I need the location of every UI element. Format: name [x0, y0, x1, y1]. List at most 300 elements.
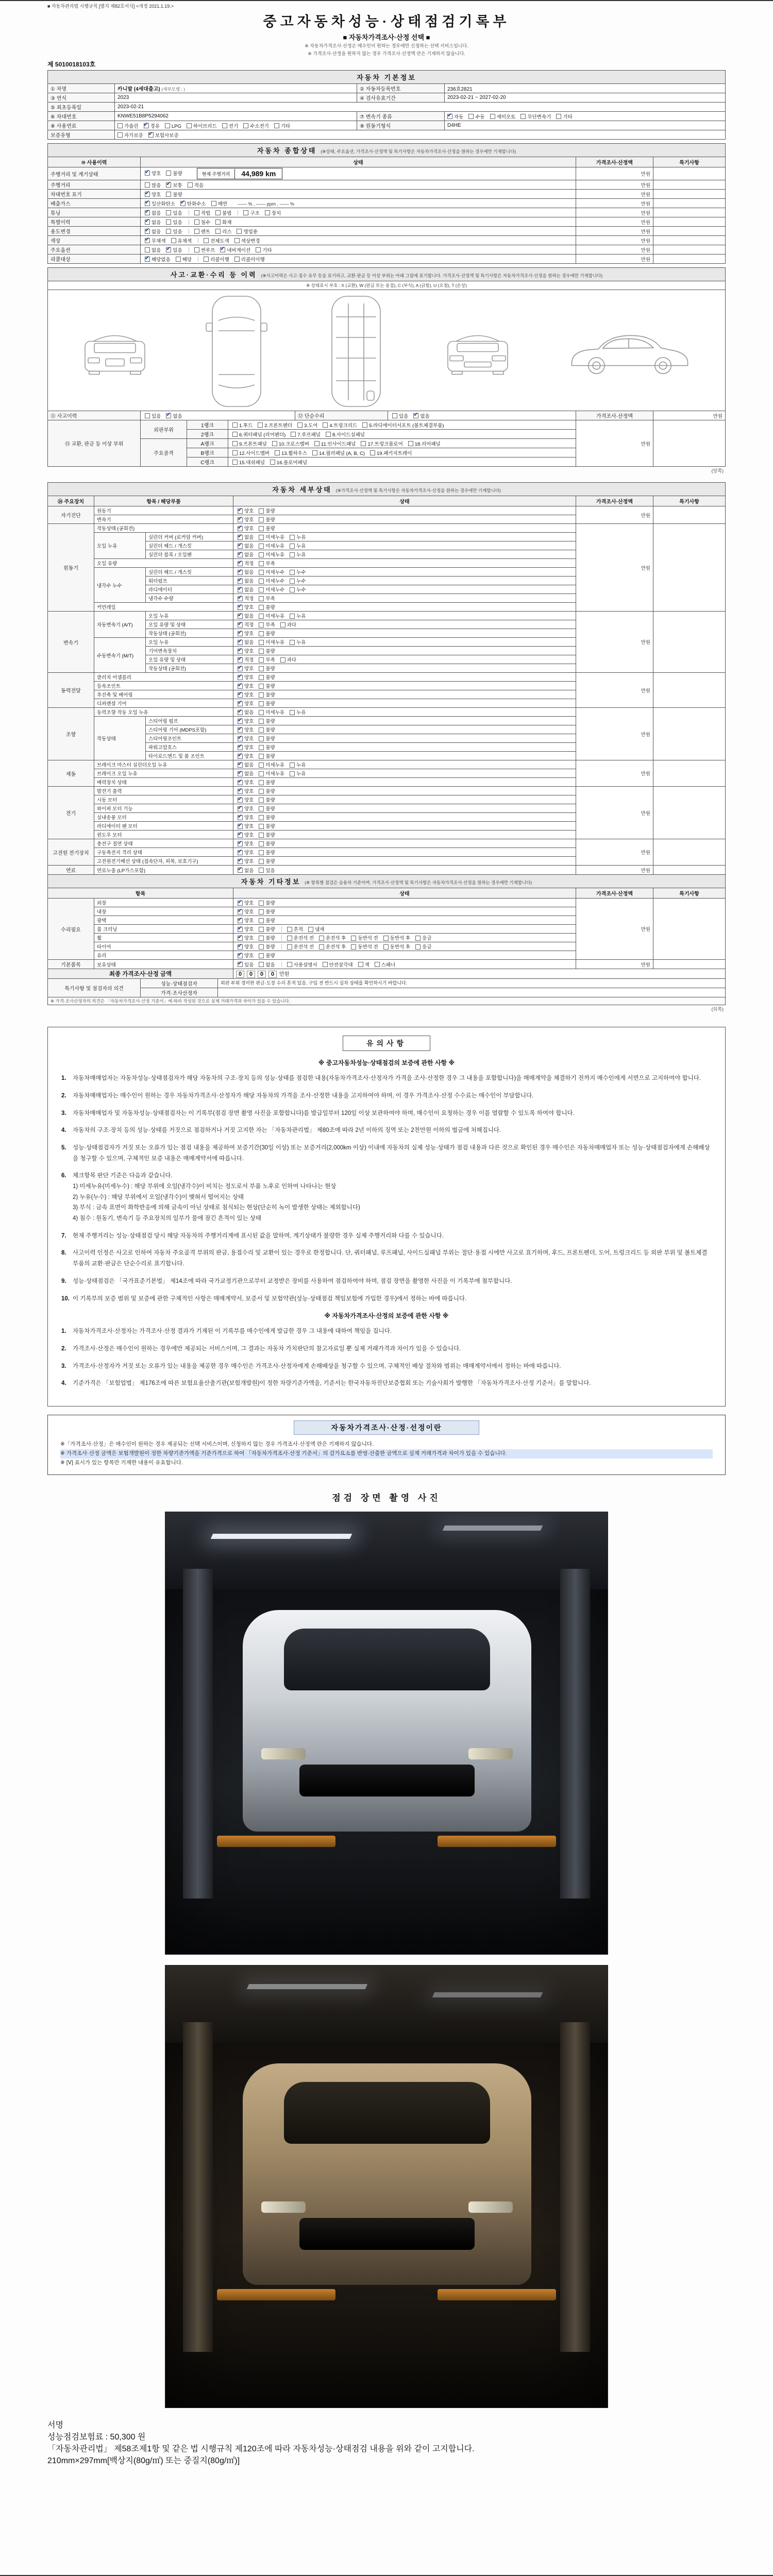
checkbox-option[interactable]: 냄새 [308, 927, 324, 933]
checkbox-icon[interactable] [215, 210, 221, 215]
checkbox-option[interactable]: ✔ 있음 [166, 248, 182, 253]
checkbox-icon[interactable] [145, 247, 150, 252]
checkbox-option[interactable]: ✔ 양호 [238, 754, 254, 759]
checkbox-checked-icon[interactable] [238, 953, 243, 958]
checkbox-option[interactable]: 불량 [259, 631, 275, 637]
checkbox-checked-icon[interactable] [238, 596, 243, 601]
checkbox-checked-icon[interactable] [238, 909, 243, 914]
checkbox-option[interactable]: 있음 [259, 868, 275, 874]
checkbox-option[interactable]: ✔ 양호 [238, 719, 254, 724]
checkbox-option[interactable]: 4.트렁크리드 [323, 423, 357, 429]
checkbox-option[interactable]: 많음 [145, 183, 161, 189]
checkbox-option[interactable]: 가솔린 [117, 124, 139, 129]
checkbox-icon[interactable] [204, 257, 209, 262]
checkbox-icon[interactable] [259, 859, 264, 864]
checkbox-icon[interactable] [117, 123, 123, 128]
checkbox-icon[interactable] [290, 640, 295, 645]
checkbox-icon[interactable] [259, 918, 264, 923]
checkbox-option[interactable]: ✔ 적정 [238, 561, 254, 567]
checkbox-checked-icon[interactable] [238, 868, 243, 873]
checkbox-checked-icon[interactable] [238, 806, 243, 811]
checkbox-option[interactable]: 불량 [259, 719, 275, 724]
checkbox-option[interactable]: 하이브리드 [187, 124, 217, 129]
checkbox-icon[interactable] [259, 953, 264, 958]
checkbox-option[interactable]: 불량 [166, 171, 182, 177]
checkbox-option[interactable]: 누유 [290, 552, 306, 558]
checkbox-checked-icon[interactable] [238, 736, 243, 741]
checkbox-checked-icon[interactable] [238, 944, 243, 950]
checkbox-icon[interactable] [351, 936, 356, 941]
checkbox-option[interactable]: 불량 [259, 736, 275, 742]
checkbox-option[interactable]: 불량 [259, 833, 275, 838]
checkbox-option[interactable]: ✔ 양호 [238, 605, 254, 611]
checkbox-option[interactable]: 미세누유 [259, 614, 284, 619]
checkbox-checked-icon[interactable] [220, 247, 225, 252]
checkbox-option[interactable]: 없음 [259, 962, 275, 968]
checkbox-option[interactable]: 15.대쉬패널 [232, 460, 265, 466]
checkbox-icon[interactable] [211, 201, 216, 206]
checkbox-option[interactable]: 2.프론트펜더 [258, 423, 292, 429]
checkbox-icon[interactable] [287, 962, 292, 967]
checkbox-option[interactable]: 동반석 후 [383, 944, 410, 950]
checkbox-option[interactable]: 9.프론트패널 [232, 442, 267, 447]
checkbox-icon[interactable] [166, 192, 171, 197]
checkbox-checked-icon[interactable] [447, 114, 452, 119]
checkbox-option[interactable]: 영업용 [237, 229, 258, 235]
checkbox-option[interactable]: ✔ 없음 [238, 868, 254, 874]
checkbox-option[interactable]: 미세누유 [259, 710, 284, 716]
checkbox-icon[interactable] [259, 657, 264, 663]
checkbox-icon[interactable] [383, 936, 389, 941]
checkbox-icon[interactable] [259, 780, 264, 785]
checkbox-icon[interactable] [259, 754, 264, 759]
checkbox-option[interactable]: 13.휠하우스 [275, 451, 307, 456]
checkbox-icon[interactable] [259, 927, 264, 932]
checkbox-option[interactable]: ✔ 양호 [238, 675, 254, 681]
checkbox-checked-icon[interactable] [238, 859, 243, 864]
checkbox-icon[interactable] [259, 640, 264, 645]
checkbox-option[interactable]: 불량 [259, 509, 275, 514]
checkbox-option[interactable]: ✔ 양호 [238, 692, 254, 698]
checkbox-icon[interactable] [166, 219, 171, 225]
checkbox-icon[interactable] [171, 238, 176, 243]
checkbox-icon[interactable] [308, 927, 313, 932]
checkbox-checked-icon[interactable] [238, 719, 243, 724]
checkbox-option[interactable]: 10.크로스멤버 [272, 442, 309, 447]
checkbox-icon[interactable] [259, 771, 264, 776]
checkbox-option[interactable]: ✔ 양호 [238, 824, 254, 829]
checkbox-option[interactable]: 불량 [259, 936, 275, 941]
checkbox-option[interactable]: 누유 [290, 544, 306, 549]
checkbox-option[interactable]: 1.후드 [232, 423, 253, 429]
checkbox-option[interactable]: ✔ 양호 [238, 684, 254, 689]
checkbox-option[interactable]: ✔ 양호 [238, 815, 254, 821]
checkbox-option[interactable]: 적법 [194, 211, 210, 216]
checkbox-option[interactable]: 스패너 [375, 962, 396, 968]
checkbox-icon[interactable] [259, 762, 264, 768]
checkbox-option[interactable]: ✔ 없음 [238, 587, 254, 593]
checkbox-icon[interactable] [259, 962, 264, 967]
checkbox-icon[interactable] [314, 441, 320, 446]
checkbox-option[interactable]: ✔ 양호 [238, 631, 254, 637]
checkbox-option[interactable]: ✔ 양호 [238, 841, 254, 847]
checkbox-checked-icon[interactable] [145, 210, 150, 215]
checkbox-option[interactable]: 미세누유 [259, 640, 284, 646]
checkbox-checked-icon[interactable] [166, 247, 171, 252]
checkbox-option[interactable]: 누유 [290, 762, 306, 768]
checkbox-option[interactable]: 19.패키지트레이 [370, 451, 412, 456]
checkbox-checked-icon[interactable] [145, 219, 150, 225]
checkbox-option[interactable]: 동반석 후 [383, 936, 410, 941]
checkbox-checked-icon[interactable] [238, 614, 243, 619]
checkbox-option[interactable]: 11.인사이드패널 [314, 442, 356, 447]
checkbox-option[interactable]: 불량 [259, 789, 275, 794]
checkbox-option[interactable]: 8.사이드실패널 [326, 432, 365, 438]
checkbox-icon[interactable] [358, 962, 363, 967]
checkbox-option[interactable]: 미세누유 [259, 544, 284, 549]
checkbox-option[interactable]: ✔ 양호 [238, 859, 254, 865]
checkbox-icon[interactable] [312, 450, 317, 455]
checkbox-option[interactable]: 미세누수 [259, 587, 284, 593]
checkbox-icon[interactable] [204, 238, 209, 243]
checkbox-icon[interactable] [259, 526, 264, 531]
checkbox-option[interactable]: 화재 [215, 220, 231, 226]
checkbox-option[interactable]: 7.루프패널 [291, 432, 321, 438]
checkbox-checked-icon[interactable] [238, 622, 243, 628]
checkbox-icon[interactable] [275, 450, 280, 455]
checkbox-icon[interactable] [326, 432, 331, 437]
checkbox-option[interactable]: 불량 [259, 526, 275, 532]
checkbox-icon[interactable] [259, 850, 264, 855]
checkbox-checked-icon[interactable] [238, 561, 243, 566]
checkbox-icon[interactable] [556, 114, 561, 119]
checkbox-checked-icon[interactable] [238, 798, 243, 803]
checkbox-icon[interactable] [234, 238, 240, 243]
checkbox-icon[interactable] [319, 936, 324, 941]
checkbox-icon[interactable] [259, 614, 264, 619]
checkbox-option[interactable]: ✔ 양호 [238, 901, 254, 906]
checkbox-option[interactable]: 부족 [259, 657, 275, 663]
checkbox-icon[interactable] [243, 123, 248, 128]
checkbox-icon[interactable] [290, 710, 295, 715]
checkbox-checked-icon[interactable] [238, 640, 243, 645]
checkbox-option[interactable]: 기타 [256, 248, 272, 253]
checkbox-icon[interactable] [280, 622, 285, 628]
checkbox-icon[interactable] [176, 257, 181, 262]
checkbox-option[interactable]: ✔ 양호 [238, 701, 254, 707]
checkbox-option[interactable]: 안전삼각대 [323, 962, 353, 968]
checkbox-checked-icon[interactable] [145, 257, 150, 262]
checkbox-icon[interactable] [290, 570, 295, 575]
checkbox-icon[interactable] [259, 745, 264, 750]
checkbox-option[interactable]: ✔ 적정 [238, 657, 254, 663]
checkbox-option[interactable]: ✔ 없음 [238, 710, 254, 716]
checkbox-option[interactable]: ✔ 무채색 [145, 239, 166, 244]
checkbox-icon[interactable] [291, 432, 296, 437]
checkbox-option[interactable]: 불량 [259, 517, 275, 523]
checkbox-checked-icon[interactable] [238, 815, 243, 820]
checkbox-icon[interactable] [194, 210, 199, 215]
checkbox-checked-icon[interactable] [238, 509, 243, 514]
checkbox-option[interactable]: 무단변속기 [520, 114, 551, 120]
checkbox-option[interactable]: 있음 [166, 229, 182, 235]
checkbox-icon[interactable] [259, 675, 264, 680]
checkbox-option[interactable]: 불량 [259, 824, 275, 829]
checkbox-option[interactable]: 있음 [392, 414, 408, 419]
checkbox-checked-icon[interactable] [145, 192, 150, 197]
checkbox-icon[interactable] [259, 944, 264, 950]
checkbox-option[interactable]: 구조 [243, 211, 259, 216]
checkbox-option[interactable]: 없음 [145, 248, 161, 253]
checkbox-checked-icon[interactable] [238, 762, 243, 768]
checkbox-checked-icon[interactable] [238, 727, 243, 733]
checkbox-icon[interactable] [259, 727, 264, 733]
checkbox-icon[interactable] [323, 962, 328, 967]
checkbox-icon[interactable] [259, 552, 264, 557]
checkbox-checked-icon[interactable] [238, 771, 243, 776]
checkbox-checked-icon[interactable] [238, 927, 243, 932]
checkbox-option[interactable]: ✔ 없음 [238, 771, 254, 777]
checkbox-icon[interactable] [280, 657, 285, 663]
checkbox-option[interactable]: 불량 [259, 692, 275, 698]
checkbox-option[interactable]: 불량 [259, 806, 275, 812]
checkbox-icon[interactable] [259, 701, 264, 706]
checkbox-option[interactable]: ✔ 양호 [238, 517, 254, 523]
checkbox-option[interactable]: 불량 [259, 666, 275, 672]
checkbox-icon[interactable] [290, 771, 295, 776]
checkbox-option[interactable]: 유채색 [171, 239, 192, 244]
checkbox-option[interactable]: 미세누유 [259, 771, 284, 777]
checkbox-icon[interactable] [259, 649, 264, 654]
checkbox-option[interactable]: 부족 [259, 596, 275, 602]
checkbox-icon[interactable] [362, 422, 367, 428]
checkbox-icon[interactable] [259, 789, 264, 794]
checkbox-checked-icon[interactable] [238, 544, 243, 549]
checkbox-icon[interactable] [259, 666, 264, 671]
checkbox-icon[interactable] [415, 944, 421, 950]
checkbox-option[interactable]: 부족 [259, 561, 275, 567]
checkbox-icon[interactable] [194, 219, 199, 225]
checkbox-icon[interactable] [187, 123, 192, 128]
checkbox-option[interactable]: ✔ 양호 [238, 745, 254, 751]
checkbox-icon[interactable] [319, 944, 324, 950]
checkbox-icon[interactable] [259, 692, 264, 698]
checkbox-checked-icon[interactable] [238, 780, 243, 785]
checkbox-option[interactable]: ✔ 보험사보증 [148, 133, 179, 139]
checkbox-icon[interactable] [323, 422, 328, 428]
checkbox-option[interactable]: 17.트렁크플로어 [361, 442, 402, 447]
checkbox-option[interactable]: 누유 [290, 710, 306, 716]
checkbox-icon[interactable] [297, 422, 303, 428]
checkbox-checked-icon[interactable] [238, 666, 243, 671]
checkbox-option[interactable]: ✔ 양호 [238, 649, 254, 654]
checkbox-icon[interactable] [290, 762, 295, 768]
checkbox-option[interactable]: ✔ 양호 [238, 953, 254, 959]
checkbox-option[interactable]: ✔ 양호 [238, 666, 254, 672]
checkbox-icon[interactable] [259, 710, 264, 715]
checkbox-option[interactable]: ✔ 있음 [238, 962, 254, 968]
checkbox-icon[interactable] [259, 631, 264, 636]
checkbox-icon[interactable] [392, 413, 397, 418]
checkbox-option[interactable]: 미세누수 [259, 570, 284, 575]
checkbox-icon[interactable] [259, 719, 264, 724]
checkbox-checked-icon[interactable] [238, 570, 243, 575]
checkbox-option[interactable]: ✔ 양호 [238, 927, 254, 933]
checkbox-option[interactable]: ✔ 적정 [238, 622, 254, 628]
checkbox-option[interactable]: ✔ 양호 [145, 192, 161, 198]
checkbox-icon[interactable] [290, 544, 295, 549]
checkbox-icon[interactable] [259, 806, 264, 811]
checkbox-option[interactable]: ✔ 양호 [238, 780, 254, 786]
checkbox-checked-icon[interactable] [238, 657, 243, 663]
checkbox-checked-icon[interactable] [148, 132, 154, 138]
checkbox-option[interactable]: 불량 [259, 675, 275, 681]
checkbox-option[interactable]: 기타 [556, 114, 572, 120]
checkbox-option[interactable]: 누수 [290, 587, 306, 593]
checkbox-icon[interactable] [259, 909, 264, 914]
checkbox-icon[interactable] [194, 247, 199, 252]
checkbox-option[interactable]: 침수 [194, 220, 210, 226]
checkbox-option[interactable]: ✔ 네비게이션 [220, 248, 250, 253]
checkbox-option[interactable]: ✔ 자동 [447, 114, 463, 120]
checkbox-option[interactable]: 누유 [290, 640, 306, 646]
checkbox-option[interactable]: 세미오토 [490, 114, 516, 120]
checkbox-icon[interactable] [259, 509, 264, 514]
checkbox-option[interactable]: 기타 [274, 124, 290, 129]
checkbox-icon[interactable] [259, 824, 264, 829]
checkbox-icon[interactable] [490, 114, 495, 119]
checkbox-option[interactable]: ✔ 없음 [145, 220, 161, 226]
checkbox-checked-icon[interactable] [238, 552, 243, 557]
checkbox-icon[interactable] [243, 210, 248, 215]
checkbox-icon[interactable] [290, 552, 295, 557]
checkbox-icon[interactable] [287, 944, 292, 950]
checkbox-option[interactable]: 미세누유 [259, 535, 284, 540]
checkbox-option[interactable]: ✔ 경유 [144, 124, 160, 129]
checkbox-icon[interactable] [145, 413, 150, 418]
checkbox-option[interactable]: 전기 [222, 124, 238, 129]
checkbox-icon[interactable] [234, 257, 240, 262]
checkbox-option[interactable]: 썬루프 [194, 248, 215, 253]
checkbox-option[interactable]: 수동 [468, 114, 484, 120]
checkbox-option[interactable]: 5.라디에이터서포트 (볼트체결부품) [362, 423, 444, 429]
checkbox-icon[interactable] [232, 450, 238, 455]
checkbox-option[interactable]: 불량 [259, 745, 275, 751]
checkbox-checked-icon[interactable] [166, 413, 171, 418]
checkbox-option[interactable]: 렌트 [194, 229, 210, 235]
checkbox-option[interactable]: 미세누수 [259, 579, 284, 584]
checkbox-icon[interactable] [232, 432, 238, 437]
checkbox-option[interactable]: 잭 [358, 962, 369, 968]
checkbox-option[interactable]: ✔ 없음 [413, 414, 429, 419]
checkbox-option[interactable]: 불량 [259, 727, 275, 733]
checkbox-checked-icon[interactable] [238, 936, 243, 941]
checkbox-checked-icon[interactable] [238, 833, 243, 838]
checkbox-option[interactable]: 12.사이드멤버 [232, 451, 270, 456]
checkbox-option[interactable]: 사용설명서 [287, 962, 317, 968]
checkbox-option[interactable]: 불량 [259, 701, 275, 707]
checkbox-option[interactable]: ✔ 없음 [238, 640, 254, 646]
checkbox-icon[interactable] [259, 561, 264, 566]
checkbox-checked-icon[interactable] [238, 692, 243, 698]
checkbox-option[interactable]: ✔ 없음 [238, 614, 254, 619]
checkbox-option[interactable]: 전체도색 [204, 239, 229, 244]
checkbox-option[interactable]: 응급 [415, 944, 431, 950]
checkbox-option[interactable]: ✔ 보통 [166, 183, 182, 189]
checkbox-icon[interactable] [370, 450, 375, 455]
checkbox-checked-icon[interactable] [238, 535, 243, 540]
checkbox-checked-icon[interactable] [238, 754, 243, 759]
checkbox-checked-icon[interactable] [238, 675, 243, 680]
checkbox-icon[interactable] [259, 622, 264, 628]
checkbox-option[interactable]: 부족 [259, 622, 275, 628]
checkbox-option[interactable]: ✔ 양호 [238, 727, 254, 733]
checkbox-checked-icon[interactable] [238, 701, 243, 706]
checkbox-option[interactable]: 불량 [259, 927, 275, 933]
checkbox-icon[interactable] [290, 535, 295, 540]
checkbox-icon[interactable] [361, 441, 366, 446]
checkbox-icon[interactable] [259, 535, 264, 540]
checkbox-icon[interactable] [188, 182, 193, 188]
checkbox-checked-icon[interactable] [413, 413, 418, 418]
checkbox-icon[interactable] [265, 210, 270, 215]
checkbox-icon[interactable] [259, 798, 264, 803]
checkbox-option[interactable]: ✔ 없음 [145, 229, 161, 235]
checkbox-checked-icon[interactable] [238, 517, 243, 522]
checkbox-option[interactable]: 색상변경 [234, 239, 260, 244]
checkbox-option[interactable]: 해당 [176, 257, 192, 263]
checkbox-icon[interactable] [259, 587, 264, 592]
checkbox-option[interactable]: 적음 [188, 183, 204, 189]
checkbox-option[interactable]: 불량 [259, 944, 275, 950]
checkbox-option[interactable]: ✔ 양호 [238, 789, 254, 794]
checkbox-icon[interactable] [256, 247, 261, 252]
checkbox-option[interactable]: ✔ 양호 [238, 526, 254, 532]
checkbox-icon[interactable] [166, 171, 171, 176]
checkbox-icon[interactable] [215, 229, 221, 234]
checkbox-option[interactable]: ✔ 양호 [145, 171, 161, 177]
checkbox-option[interactable]: ✔ 탄화수소 [180, 201, 206, 207]
checkbox-option[interactable]: ✔ 없음 [145, 211, 161, 216]
checkbox-icon[interactable] [166, 210, 171, 215]
checkbox-checked-icon[interactable] [238, 789, 243, 794]
checkbox-icon[interactable] [232, 460, 238, 465]
checkbox-option[interactable]: 불량 [259, 953, 275, 959]
checkbox-option[interactable]: 3.도어 [297, 423, 317, 429]
checkbox-icon[interactable] [258, 422, 263, 428]
checkbox-option[interactable]: 운전석 후 [319, 944, 346, 950]
checkbox-option[interactable]: 14.필러패널 (A, B, C) [312, 451, 365, 456]
checkbox-option[interactable]: 누유 [290, 535, 306, 540]
checkbox-icon[interactable] [383, 944, 389, 950]
checkbox-option[interactable]: ✔ 없음 [238, 762, 254, 768]
checkbox-icon[interactable] [290, 579, 295, 584]
checkbox-option[interactable]: ✔ 일산화탄소 [145, 201, 175, 207]
checkbox-checked-icon[interactable] [238, 850, 243, 855]
checkbox-icon[interactable] [259, 868, 264, 873]
checkbox-icon[interactable] [272, 441, 277, 446]
checkbox-icon[interactable] [259, 736, 264, 741]
checkbox-checked-icon[interactable] [238, 918, 243, 923]
checkbox-option[interactable]: 불량 [259, 684, 275, 689]
checkbox-option[interactable]: 불량 [259, 918, 275, 924]
checkbox-icon[interactable] [215, 219, 221, 225]
checkbox-icon[interactable] [145, 182, 150, 188]
checkbox-option[interactable]: 16.플로어패널 [270, 460, 307, 466]
checkbox-option[interactable]: ✔ 양호 [238, 909, 254, 915]
checkbox-option[interactable]: ✔ 없음 [238, 552, 254, 558]
checkbox-icon[interactable] [259, 841, 264, 846]
